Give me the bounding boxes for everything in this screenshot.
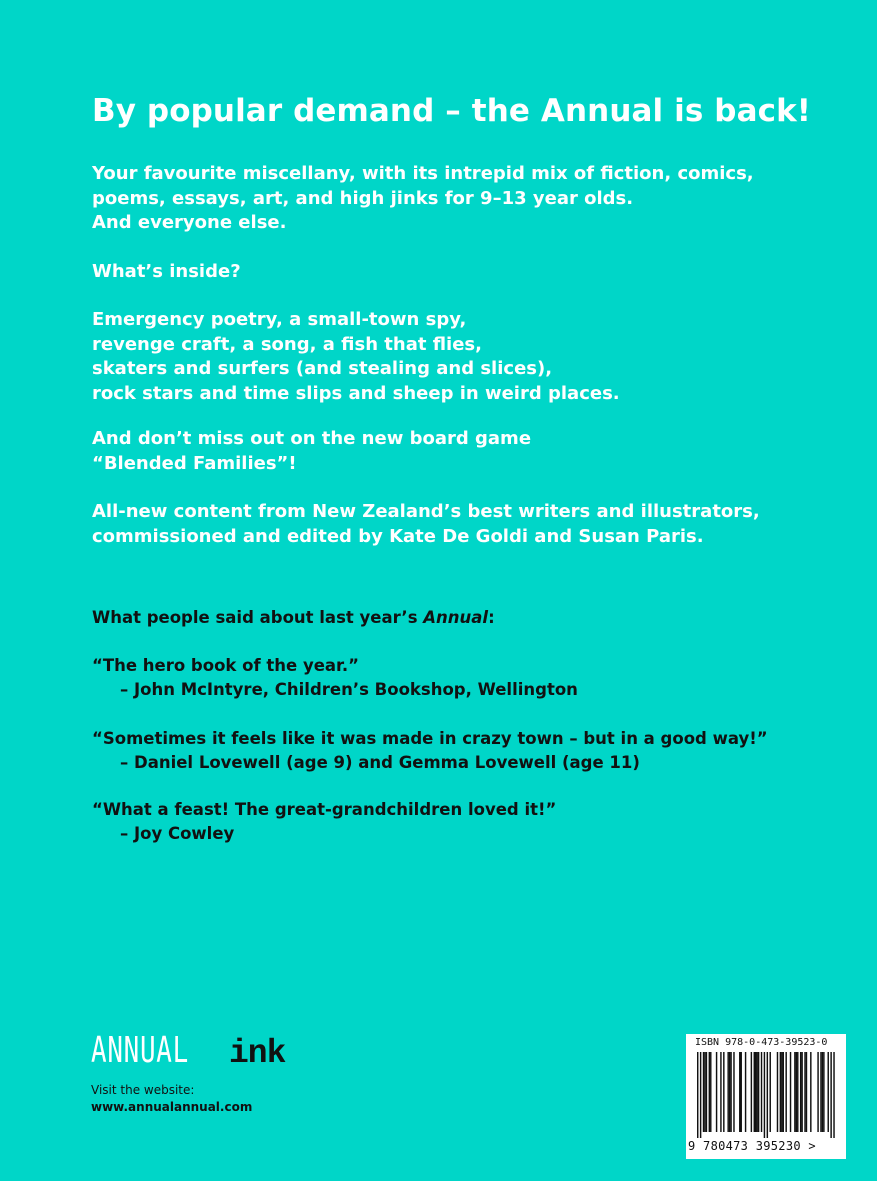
reviews-intro-text <box>92 606 792 630</box>
barcode-bars <box>695 1052 837 1138</box>
inside-line: skaters and surfers (and stealing and slices), <box>92 358 553 379</box>
credits-paragraph <box>92 500 792 549</box>
review-quote <box>92 798 792 846</box>
credits-line: All-new content from New Zealand’s best writers and illustrators, <box>92 501 760 522</box>
reviews-intro <box>92 606 792 630</box>
barcode-bar <box>767 1052 768 1138</box>
logo-annual-text: ANNUAL <box>91 1030 189 1071</box>
barcode-bar <box>720 1052 721 1132</box>
barcode-bar <box>804 1052 805 1132</box>
barcode-bar <box>783 1052 784 1132</box>
intro-line: And everyone else. <box>92 212 287 233</box>
inside-heading <box>92 260 792 285</box>
inside-line: Emergency poetry, a small-town spy, <box>92 309 467 330</box>
intro-line: Your favourite miscellany, with its intrepid mix of fiction, comics, <box>92 163 754 184</box>
barcode-bar <box>785 1052 786 1132</box>
quote-attribution: – John McIntyre, Children’s Bookshop, Wellington <box>120 680 578 699</box>
board-game-paragraph <box>92 427 792 476</box>
barcode-bar <box>764 1052 765 1138</box>
quote-text: “The hero book of the year.” <box>92 656 359 675</box>
barcode-bar <box>700 1052 701 1138</box>
inside-heading-text: What’s inside? <box>92 261 241 282</box>
reviews-intro-prefix: What people said about last year’s <box>92 608 424 627</box>
barcode-bar <box>806 1052 807 1132</box>
barcode-bar <box>723 1052 724 1132</box>
isbn-label: ISBN 978-0-473-39523-0 <box>695 1037 828 1048</box>
logo-ink-text: ink <box>229 1035 286 1072</box>
barcode-bar <box>830 1052 831 1138</box>
barcode-bar <box>817 1052 818 1132</box>
barcode-bar <box>758 1052 759 1132</box>
barcode-bar <box>770 1052 771 1132</box>
website-info <box>91 1082 252 1116</box>
board-game-line: And don’t miss out on the new board game <box>92 428 532 449</box>
barcode-bar <box>780 1052 781 1132</box>
barcode-bar <box>754 1052 755 1132</box>
barcode-bar <box>755 1052 756 1132</box>
reviews-intro-suffix: : <box>488 608 495 627</box>
barcode-bar <box>777 1052 778 1132</box>
barcode-bar <box>833 1052 834 1138</box>
barcode-bar <box>697 1052 698 1138</box>
barcode-bar <box>823 1052 824 1132</box>
inside-paragraph <box>92 308 792 406</box>
barcode-bar <box>730 1052 731 1132</box>
barcode-bar <box>733 1052 734 1132</box>
barcode-digits: 9 780473 395230 > <box>688 1139 816 1153</box>
headline: By popular demand – the Annual is back! <box>92 93 812 129</box>
barcode-bar <box>756 1052 757 1132</box>
quote-attribution: – Daniel Lovewell (age 9) and Gemma Lovewell (age 11) <box>120 753 640 772</box>
barcode-bar <box>801 1052 802 1132</box>
barcode-bar <box>710 1052 711 1132</box>
barcode-bar <box>706 1052 707 1132</box>
barcode-bar <box>796 1052 797 1132</box>
website-link[interactable]: www.annualannual.com <box>91 1100 253 1114</box>
barcode-bar <box>761 1052 762 1132</box>
intro-paragraph <box>92 162 792 236</box>
barcode-bar <box>790 1052 791 1132</box>
barcode-bar <box>820 1052 821 1132</box>
annual-ink-logo <box>91 1030 285 1070</box>
barcode-bar <box>716 1052 717 1132</box>
visit-label: Visit the website: <box>91 1083 195 1097</box>
barcode-bar <box>704 1052 705 1132</box>
review-quote <box>92 727 792 775</box>
inside-line: revenge craft, a song, a fish that flies, <box>92 333 482 355</box>
barcode-bar <box>794 1052 795 1132</box>
quote-text: “What a feast! The great-grandchildren loved it!” <box>92 800 557 819</box>
isbn-barcode <box>686 1034 846 1159</box>
barcode-bar <box>800 1052 801 1132</box>
barcode-bar <box>822 1052 823 1132</box>
review-quote <box>92 654 792 702</box>
quote-attribution: – Joy Cowley <box>120 824 235 843</box>
barcode-bar <box>741 1052 742 1132</box>
barcode-bar <box>727 1052 728 1132</box>
barcode-bar <box>745 1052 746 1132</box>
barcode-bar <box>781 1052 782 1132</box>
barcode-bar <box>828 1052 829 1132</box>
barcode-bar <box>703 1052 704 1132</box>
credits-line: commissioned and edited by Kate De Goldi and Susan Paris. <box>92 525 704 547</box>
barcode-bar <box>797 1052 798 1132</box>
inside-line: rock stars and time slips and sheep in weird places. <box>92 382 620 404</box>
barcode-bar <box>739 1052 740 1132</box>
barcode-bar <box>810 1052 811 1132</box>
barcode-bar <box>751 1052 752 1132</box>
barcode-bar <box>729 1052 730 1132</box>
barcode-bar <box>709 1052 710 1132</box>
reviews-intro-title: Annual <box>423 608 489 627</box>
board-game-line: “Blended Families”! <box>92 452 297 474</box>
intro-line: poems, essays, art, and high jinks for 9–13 year olds. <box>92 187 634 209</box>
quote-text: “Sometimes it feels like it was made in crazy town – but in a good way!” <box>92 729 768 748</box>
